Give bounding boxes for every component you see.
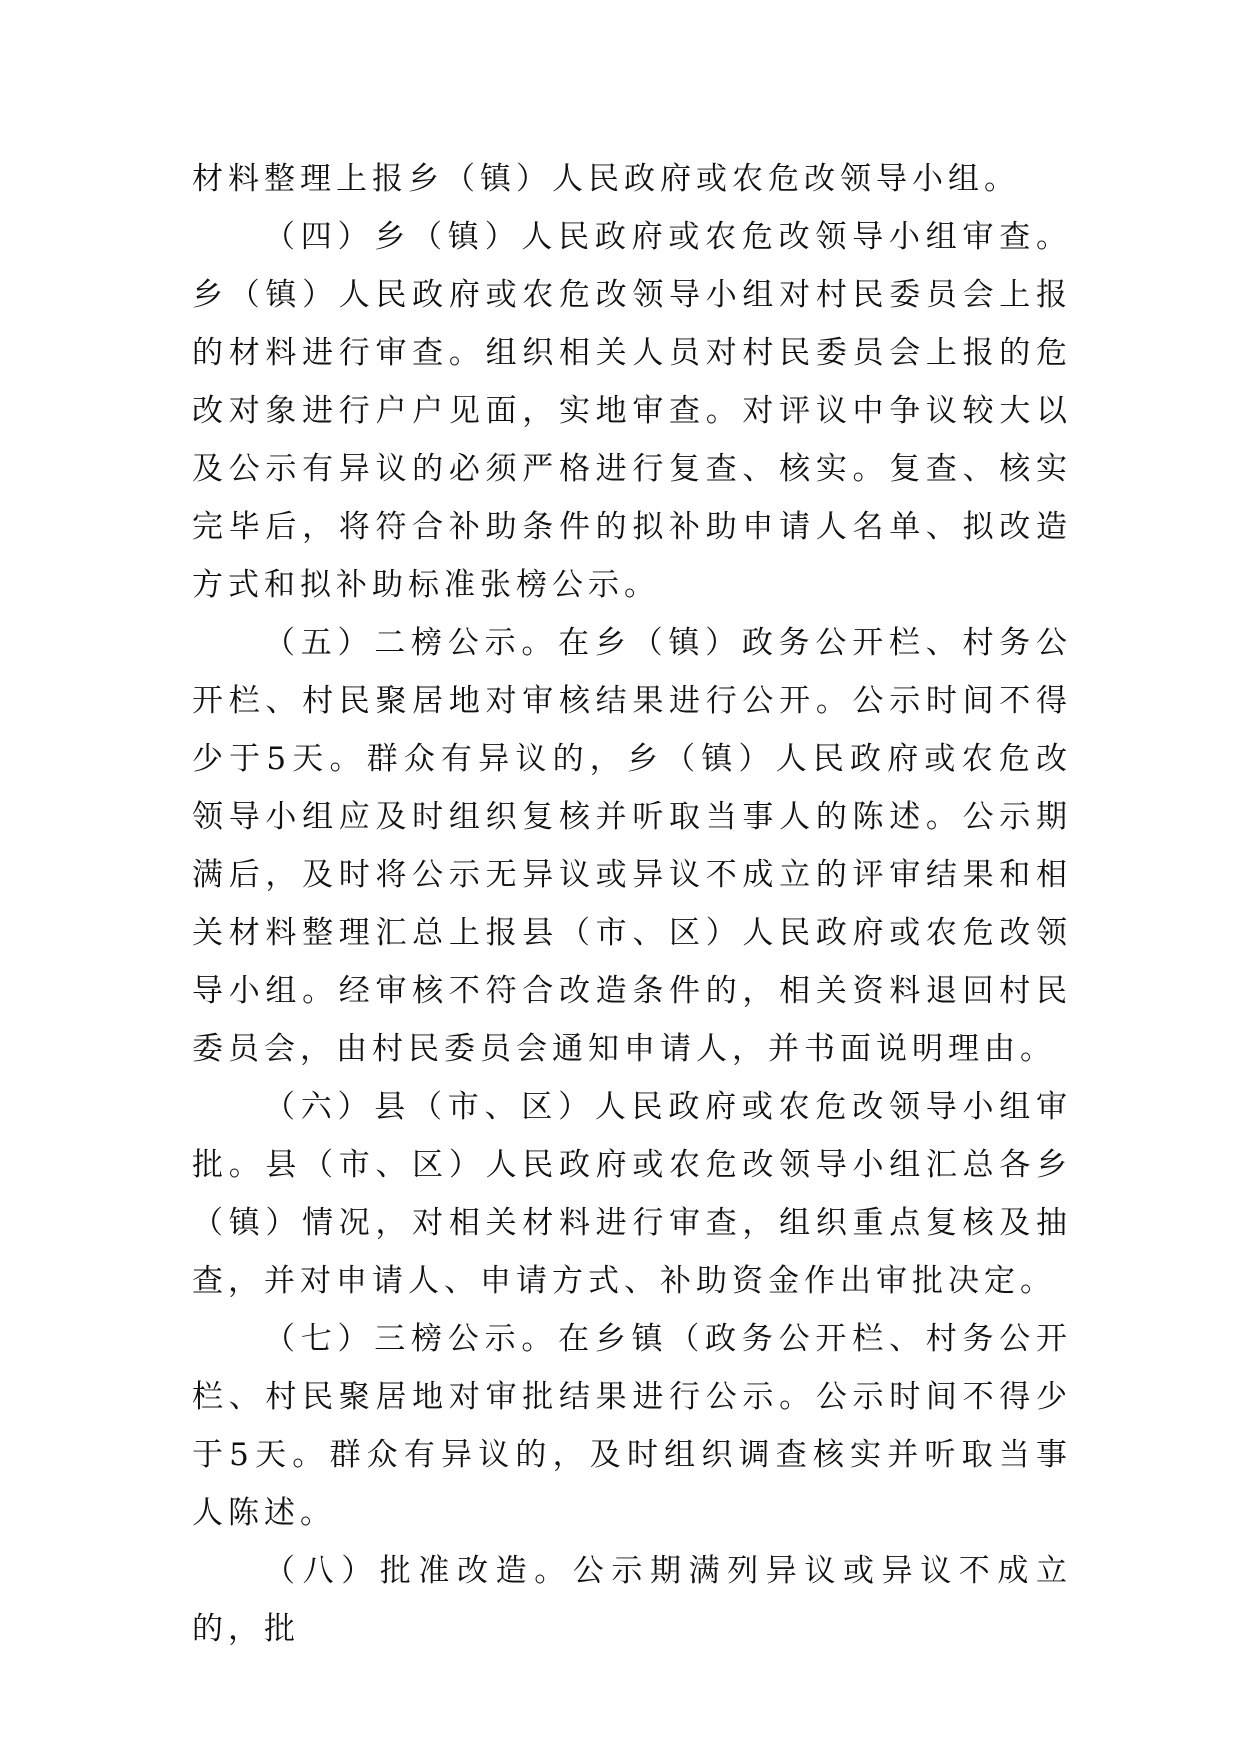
paragraph-5-second-notice: （五）二榜公示。在乡（镇）政务公开栏、村务公开栏、村民聚居地对审核结果进行公开。公示时间不得少于5天。群众有异议的，乡（镇）人民政府或农危改领导小组应及时组织复核并听取当事人的陈述。公示期满后，及时将公示无异议或异议不成立的评审结果和相关材料整理汇总上报县（市、区）人民政府或农危改领导小组。经审核不符合改造条件的，相关资料退回村民委员会，由村民委员会通知申请人，并书面说明理由。 [192, 625, 1072, 1067]
paragraph-6-county-approval: （六）县（市、区）人民政府或农危改领导小组审批。县（市、区）人民政府或农危改领导小组汇总各乡（镇）情况，对相关材料进行审查，组织重点复核及抽查，并对申请人、申请方式、补助资金作出审批决定。 [192, 1089, 1072, 1299]
paragraph-8-approve-renovation: （八）批准改造。公示期满列异议或异议不成立的，批 [192, 1553, 1072, 1647]
paragraph-continuation: 材料整理上报乡（镇）人民政府或农危改领导小组。 [192, 161, 1020, 197]
paragraph-4-township-review: （四）乡（镇）人民政府或农危改领导小组审查。乡（镇）人民政府或农危改领导小组对村民委员会上报的材料进行审查。组织相关人员对村民委员会上报的危改对象进行户户见面，实地审查。对评议中争议较大以及公示有异议的必须严格进行复查、核实。复查、核实完毕后，将符合补助条件的拟补助申请人名单、拟改造方式和拟补助标准张榜公示。 [192, 219, 1072, 603]
body-text [192, 150, 1072, 1658]
paragraph-7-third-notice: （七）三榜公示。在乡镇（政务公开栏、村务公开栏、村民聚居地对审批结果进行公示。公示时间不得少于5天。群众有异议的，及时组织调查核实并听取当事人陈述。 [192, 1321, 1072, 1531]
